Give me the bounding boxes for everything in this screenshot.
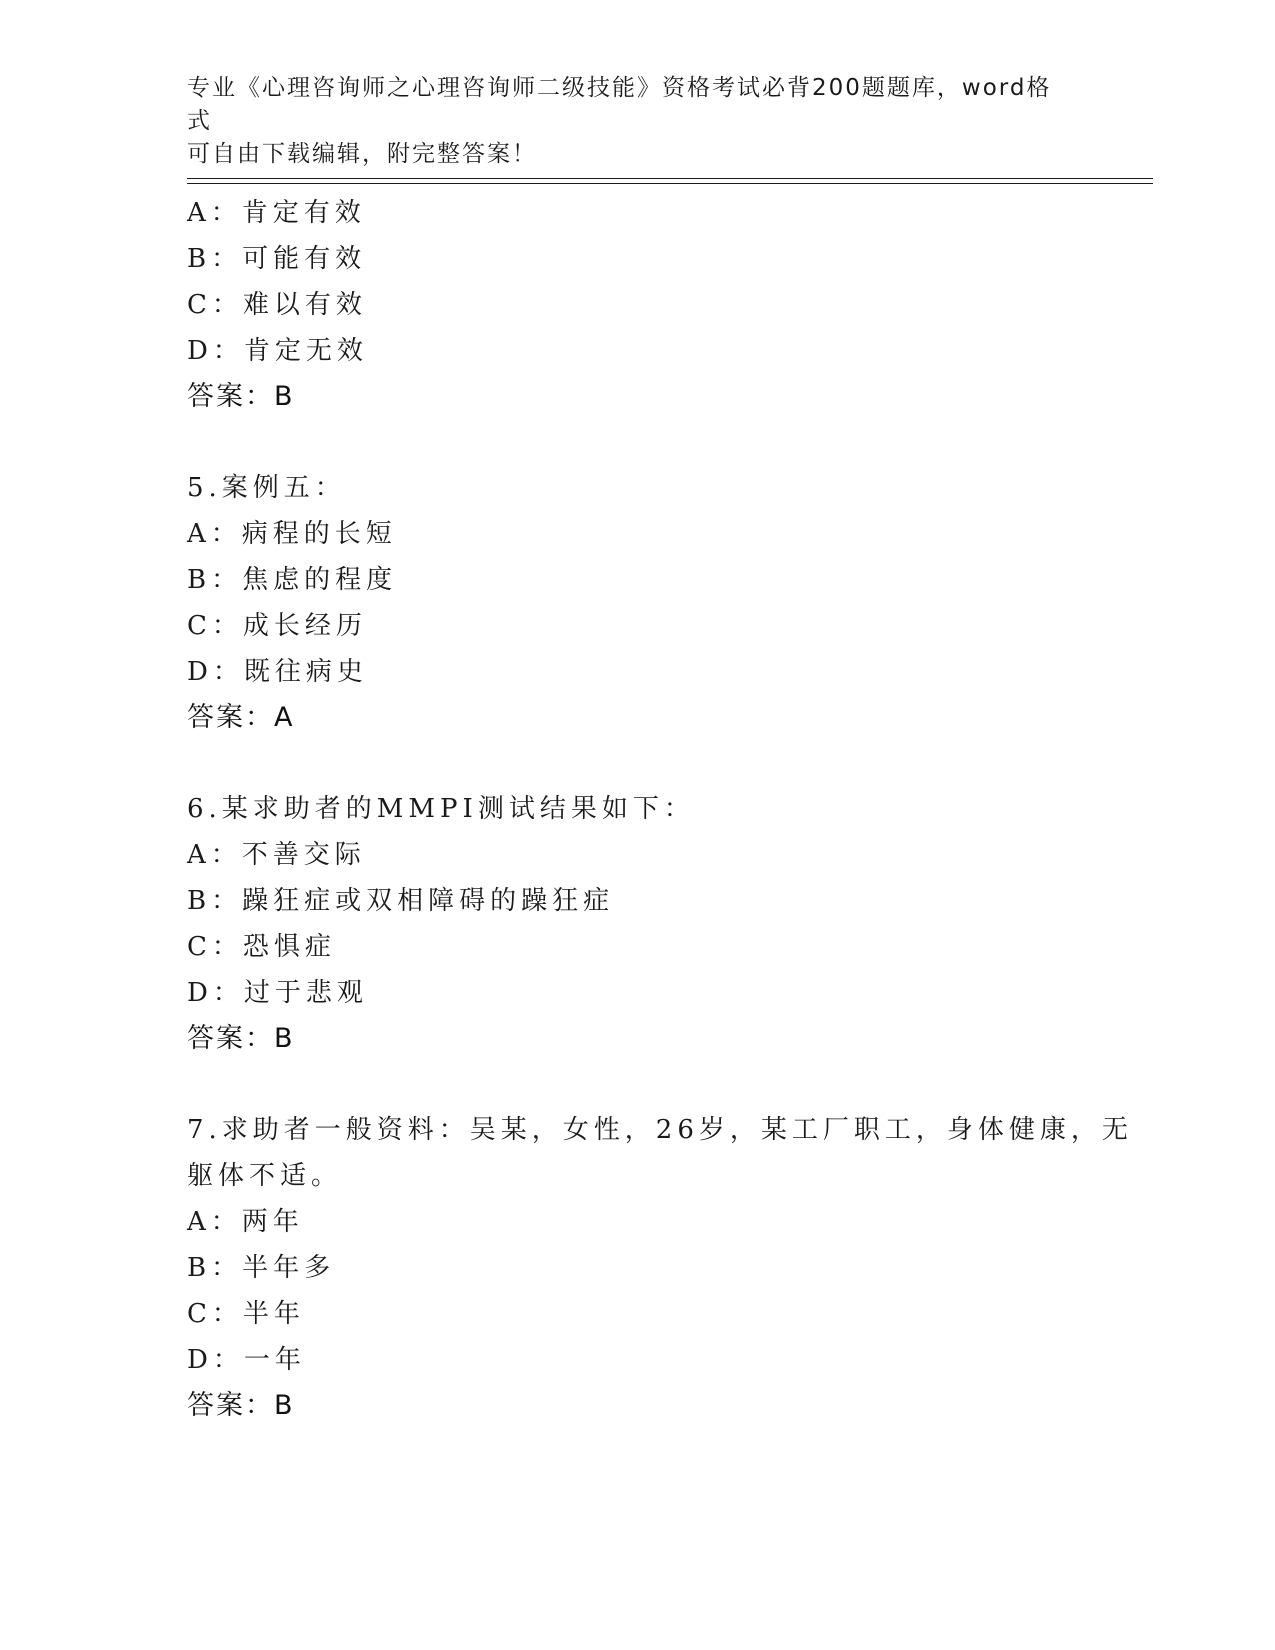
option-b: B：焦虑的程度 [187, 565, 398, 595]
answer-line [187, 695, 1087, 741]
answer-label: 答案： [187, 1390, 274, 1421]
option-b: B：可能有效 [187, 244, 367, 274]
header-line-1: 专业《心理咨询师之心理咨询师二级技能》资格考试必背200题题库，word格式 [187, 75, 1052, 134]
question-spacer [187, 741, 1087, 786]
question-stem-line-2: 躯体不适。 [187, 1161, 343, 1191]
answer-value: B [274, 1023, 295, 1054]
question-stem: 6.某求助者的MMPI测试结果如下： [187, 794, 695, 824]
question-7-block [187, 1107, 1133, 1429]
option-c: C：半年 [187, 1299, 305, 1329]
option-b: B：躁狂症或双相障碍的躁狂症 [187, 886, 615, 916]
option-d: D：一年 [187, 1345, 306, 1375]
question-4-block [187, 190, 1087, 420]
option-d: D：既往病史 [187, 657, 368, 687]
question-stem: 5.案例五： [187, 473, 346, 503]
option-c: C：成长经历 [187, 611, 367, 641]
question-list [187, 190, 1133, 1429]
option-a: A：病程的长短 [187, 519, 397, 549]
option-a: A：两年 [187, 1207, 304, 1237]
header-line-2: 可自由下载编辑，附完整答案！ [187, 141, 537, 167]
document-header [187, 72, 1067, 171]
question-spacer [187, 420, 1087, 465]
answer-line [187, 1383, 1087, 1429]
header-rule-bottom [187, 183, 1153, 184]
answer-value: A [274, 702, 295, 733]
answer-value: B [274, 1390, 295, 1421]
answer-line [187, 1016, 1087, 1062]
option-b: B：半年多 [187, 1253, 336, 1283]
option-c: C：恐惧症 [187, 932, 336, 962]
answer-value: B [274, 381, 295, 412]
option-d: D：过于悲观 [187, 978, 368, 1008]
answer-line [187, 374, 1087, 420]
header-rule-top [187, 178, 1153, 179]
option-c: C：难以有效 [187, 290, 367, 320]
option-d: D：肯定无效 [187, 336, 368, 366]
question-5-block [187, 465, 1087, 741]
answer-label: 答案： [187, 702, 274, 733]
question-stem-line-1: 7.求助者一般资料：吴某，女性，26岁，某工厂职工，身体健康，无 [187, 1115, 1133, 1145]
question-6-block [187, 786, 1087, 1062]
option-a: A：不善交际 [187, 840, 366, 870]
answer-label: 答案： [187, 381, 274, 412]
option-a: A：肯定有效 [187, 198, 366, 228]
answer-label: 答案： [187, 1023, 274, 1054]
question-spacer [187, 1062, 1087, 1107]
